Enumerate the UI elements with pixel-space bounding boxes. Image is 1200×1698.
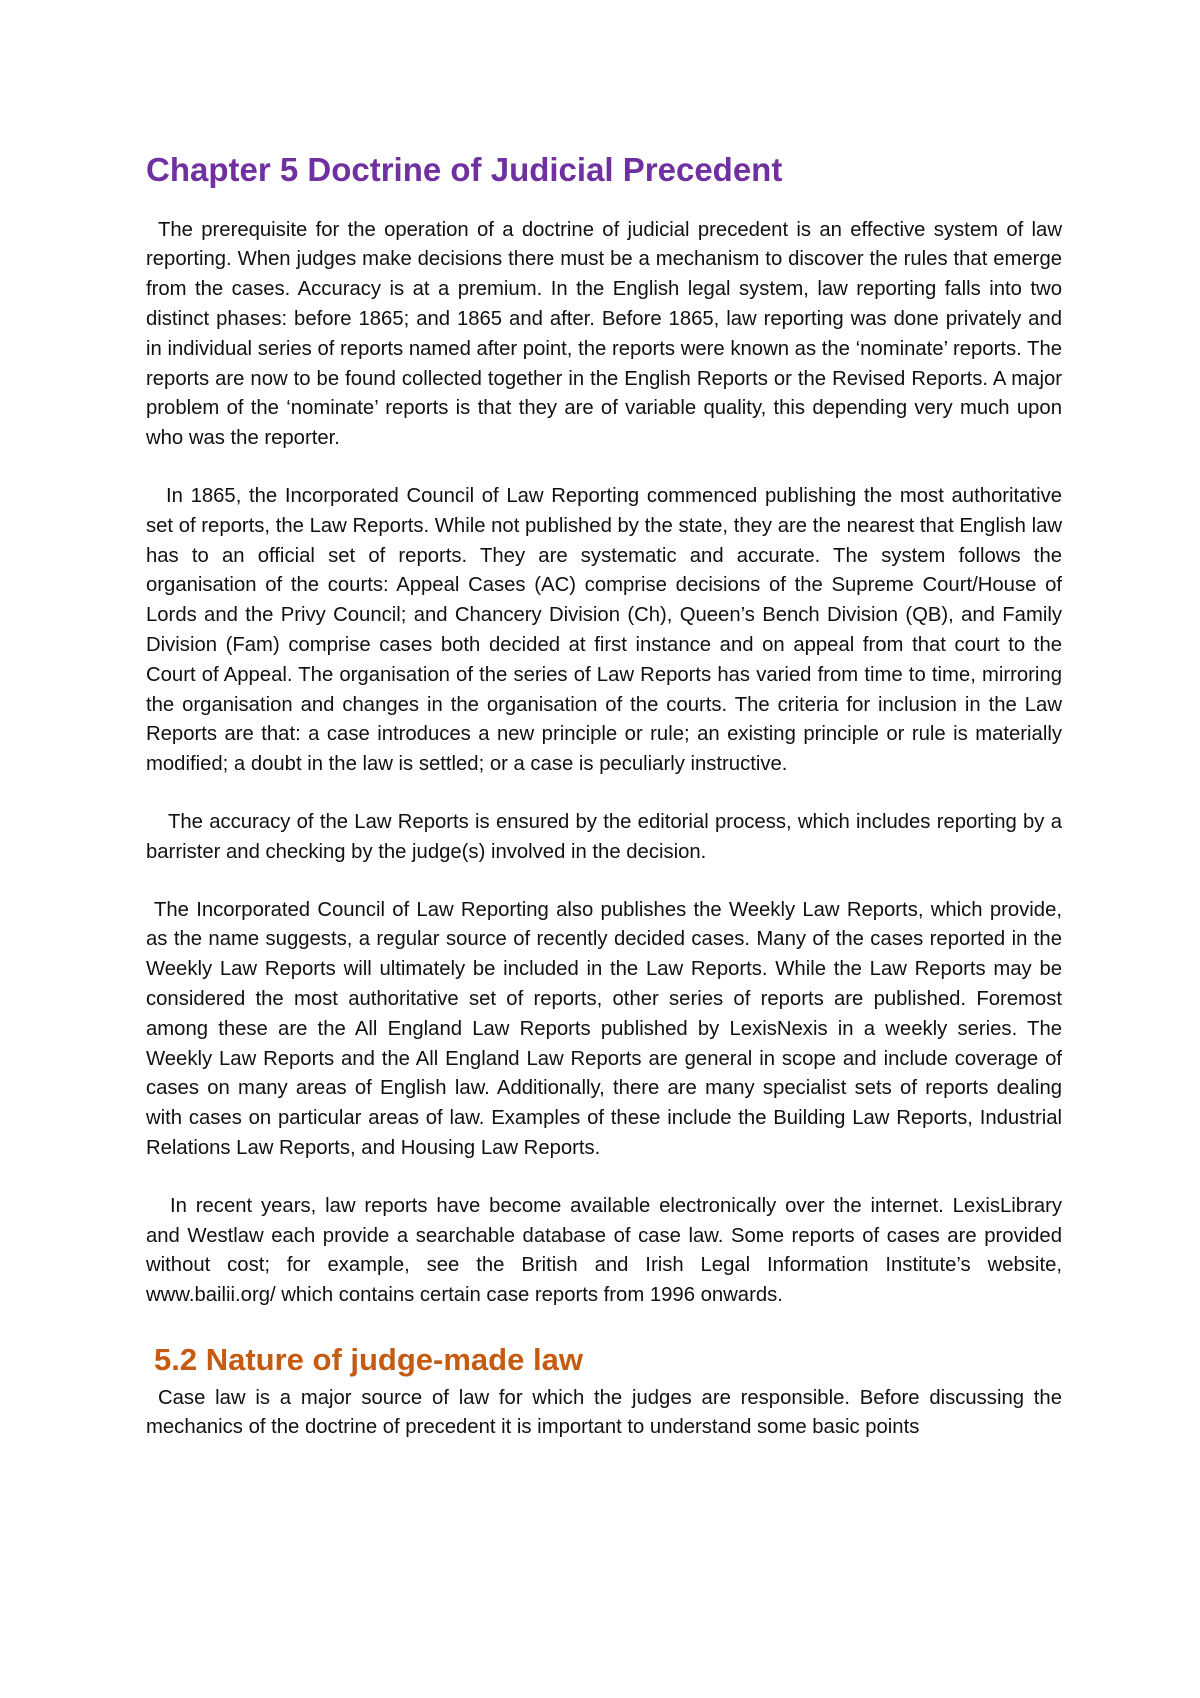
paragraph-judge-made-law: Case law is a major source of law for which the judges are responsible. Before discussing the mechanics of the doctrine of precedent it is important to understand some basic points bbox=[146, 1386, 1062, 1439]
paragraph-law-reporting: The prerequisite for the operation of a doctrine of judicial precedent is an effective system of law reporting. When judges make decisions there must be a mechanism to discover the rules that emerge from the cases. Accuracy is at a premium. In the English legal system, law reporting falls into two distinct phases: before 1865; and 1865 and after. Before 1865, law reporting was done privately and in individual series of reports named after point, the reports were known as the ‘nominate’ reports. The reports are now to be found collected together in the English Reports or the Revised Reports. A major problem of the ‘nominate’ reports is that they are of variable quality, this depending very much upon who was the reporter. bbox=[146, 218, 1062, 450]
paragraph-law-reports-1865: In 1865, the Incorporated Council of Law Reporting commenced publishing the most authoritative set of reports, the Law Reports. While not published by the state, they are the nearest that English law has to an official set of reports. They are systematic and accurate. The system follows the organisation of the courts: Appeal Cases (AC) comprise decisions of the Supreme Court/House of Lords and the Privy Council; and Chancery Division (Ch), Queen’s Bench Division (QB), and Family Division (Fam) comprise cases both decided at first instance and on appeal from that court to the Court of Appeal. The organisation of the series of Law Reports has varied from time to time, mirroring the organisation and changes in the organisation of the courts. The criteria for inclusion in the Law Reports are that: a case introduces a new principle or rule; an existing principle or rule is materially modified; a doubt in the law is settled; or a case is peculiarly instructive. bbox=[146, 484, 1062, 776]
paragraph-accuracy: The accuracy of the Law Reports is ensured by the editorial process, which includes reporting by a barrister and checking by the judge(s) involved in the decision. bbox=[146, 810, 1062, 863]
paragraph-electronic-reports: In recent years, law reports have become available electronically over the internet. LexisLibrary and Westlaw each provide a searchable database of case law. Some reports of cases are provided without cost; for example, see the British and Irish Legal Information Institute’s website, www.bailii.org/ which contains certain case reports from 1996 onwards. bbox=[146, 1194, 1062, 1307]
paragraph-weekly-law-reports: The Incorporated Council of Law Reporting also publishes the Weekly Law Reports, which provide, as the name suggests, a regular source of recently decided cases. Many of the cases reported in the Weekly Law Reports will ultimately be included in the Law Reports. While the Law Reports may be considered the most authoritative set of reports, other series of reports are published. Foremost among these are the All England Law Reports published by LexisNexis in a weekly series. The Weekly Law Reports and the All England Law Reports are general in scope and include coverage of cases on many areas of English law. Additionally, there are many specialist sets of reports dealing with cases on particular areas of law. Examples of these include the Building Law Reports, Industrial Relations Law Reports, and Housing Law Reports. bbox=[146, 898, 1062, 1159]
chapter-title: Chapter 5 Doctrine of Judicial Precedent bbox=[146, 151, 783, 188]
section-title: 5.2 Nature of judge-made law bbox=[154, 1341, 583, 1377]
document-page bbox=[146, 150, 1062, 1471]
